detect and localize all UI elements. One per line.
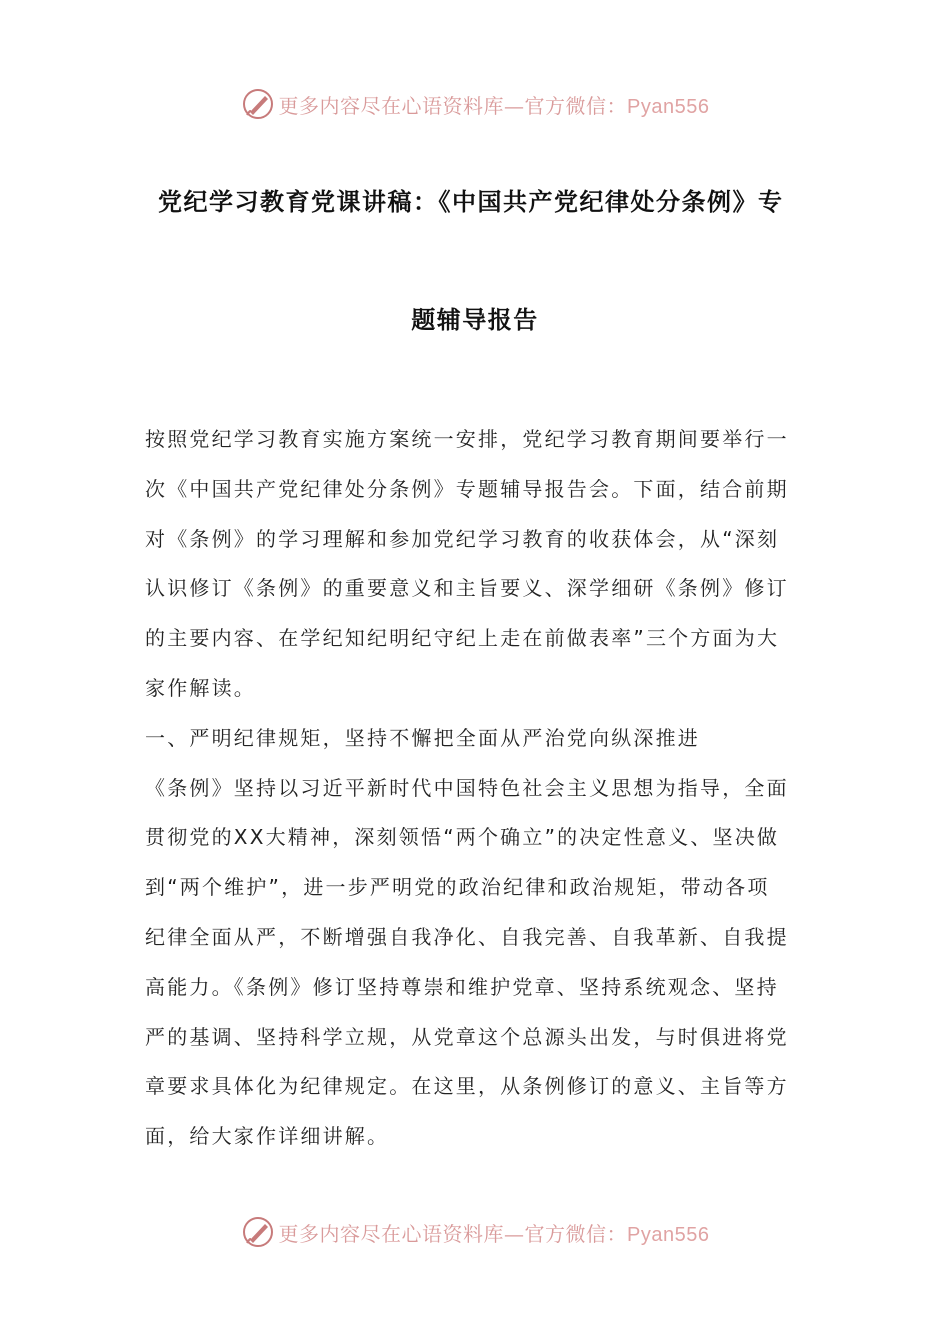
watermark-text bbox=[279, 90, 710, 119]
body-line: 家作解读。 bbox=[145, 675, 256, 700]
watermark-wechat-id: Pyan556 bbox=[627, 95, 710, 118]
body-line: 高能力。《条例》修订坚持尊崇和维护党章、坚持系统观念、坚持 bbox=[145, 974, 779, 999]
body-line: 到“两个维护”，进一步严明党的政治纪律和政治规矩，带动各项 bbox=[145, 875, 770, 900]
watermark-label: 更多内容尽在心语资料库—官方微信： bbox=[278, 1221, 628, 1246]
pen-logo-icon bbox=[241, 1215, 275, 1249]
body-line: 章要求具体化为纪律规定。在这里，从条例修订的意义、主旨等方 bbox=[145, 1074, 789, 1099]
body-line: 对《条例》的学习理解和参加党纪学习教育的收获体会，从“深刻 bbox=[145, 526, 780, 551]
document-body bbox=[145, 415, 805, 1162]
watermark-text bbox=[279, 1218, 710, 1247]
document-title-line-1: 党纪学习教育党课讲稿：《中国共产党纪律处分条例》专 bbox=[158, 187, 784, 216]
header-watermark bbox=[0, 84, 950, 124]
section-heading-1: 一、严明纪律规矩，坚持不懈把全面从严治党向纵深推进 bbox=[145, 725, 700, 750]
watermark-wechat-id: Pyan556 bbox=[627, 1223, 710, 1246]
body-line: 认识修订《条例》的重要意义和主旨要义、深学细研《条例》修订 bbox=[145, 576, 789, 601]
body-line: 《条例》坚持以习近平新时代中国特色社会主义思想为指导，全面 bbox=[145, 775, 789, 800]
body-line: 贯彻党的XX大精神，深刻领悟“两个确立”的决定性意义、坚决做 bbox=[145, 825, 780, 850]
pen-logo-icon bbox=[241, 87, 275, 121]
body-line: 面，给大家作详细讲解。 bbox=[145, 1124, 390, 1149]
body-line: 的主要内容、在学纪知纪明纪守纪上走在前做表率”三个方面为大 bbox=[145, 626, 780, 651]
footer-watermark bbox=[0, 1212, 950, 1252]
body-line: 按照党纪学习教育实施方案统一安排，党纪学习教育期间要举行一 bbox=[145, 427, 789, 451]
body-line: 严的基调、坚持科学立规，从党章这个总源头出发，与时俱进将党 bbox=[145, 1024, 789, 1049]
watermark-label: 更多内容尽在心语资料库—官方微信： bbox=[278, 93, 628, 118]
document-title-line-2: 题辅导报告 bbox=[411, 305, 539, 334]
body-line: 次《中国共产党纪律处分条例》专题辅导报告会。下面，结合前期 bbox=[145, 476, 789, 501]
body-line: 纪律全面从严，不断增强自我净化、自我完善、自我革新、自我提 bbox=[145, 924, 789, 949]
